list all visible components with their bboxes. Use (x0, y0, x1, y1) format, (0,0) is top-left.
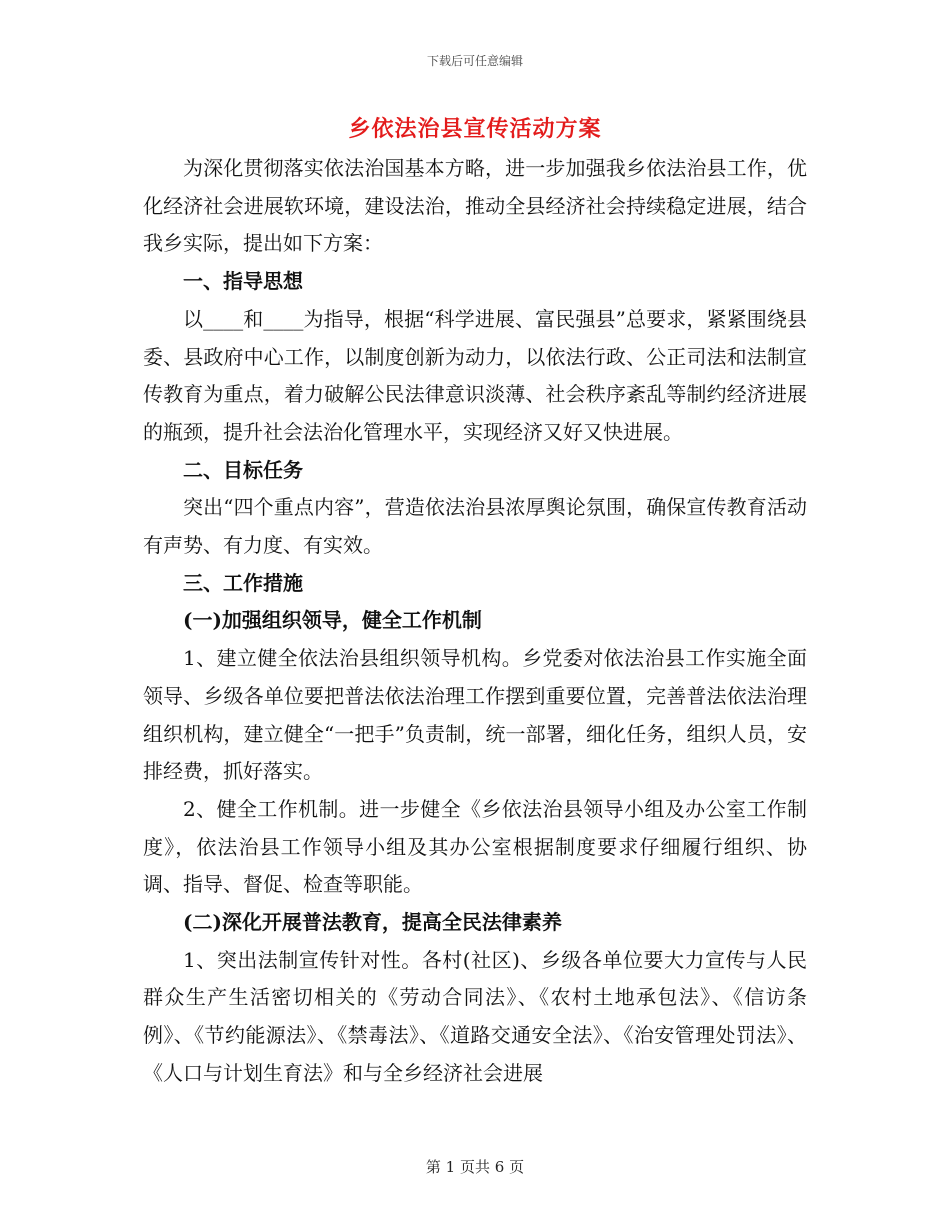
intro-paragraph: 为深化贯彻落实依法治国基本方略，进一步加强我乡依法治县工作，优化经济社会进展软环境，建设法治，推动全县经济社会持续稳定进展，结合我乡实际，提出如下方案： (143, 156, 807, 256)
subheading-organization: (一)加强组织领导，健全工作机制 (183, 608, 482, 633)
section-heading-targets: 二、目标任务 (183, 457, 303, 482)
subheading-legal-education: (二)深化开展普法教育，提高全民法律素养 (183, 910, 562, 935)
paragraph-organization-2: 2、健全工作机制。进一步健全《乡依法治县领导小组及办公室工作制度》，依法治县工作领导小组及其办公室根据制度要求仔细履行组织、协调、指导、督促、检查等职能。 (143, 796, 807, 897)
paragraph-legal-education-1: 1、突出法制宣传针对性。各村(社区)、乡级各单位要大力宣传与人民群众生产生活密切相关的《劳动合同法》、《农村土地承包法》、《信访条例》、《节约能源法》、《禁毒法》、《道路交通安全法》、《治安管理处罚法》、《人口与计划生育法》和与全乡经济社会进展 (143, 947, 807, 1085)
paragraph-organization-1: 1、建立健全依法治县组织领导机构。乡党委对依法治县工作实施全面领导、乡级各单位要把普法依法治理工作摆到重要位置，完善普法依法治理组织机构，建立健全“一把手”负责制，统一部署，细化任务，组织人员，安排经费，抓好落实。 (143, 646, 807, 784)
document-body (143, 150, 807, 1093)
paragraph-guiding-thought: 以____和____为指导，根据“科学进展、富民强县”总要求，紧紧围绕县委、县政府中心工作，以制度创新为动力，以依法行政、公正司法和法制宣传教育为重点，着力破解公民法律意识淡薄、社会秩序紊乱等制约经济进展的瓶颈，提升社会法治化管理水平，实现经济又好又快进展。 (143, 306, 807, 444)
section-heading-guiding-thought: 一、指导思想 (183, 269, 303, 294)
header-note: 下载后可任意编辑 (426, 54, 523, 68)
page-number: 第 1 页共 6 页 (425, 1158, 525, 1176)
paragraph-targets: 突出“四个重点内容”，营造依法治县浓厚舆论氛围，确保宣传教育活动有声势、有力度、有实效。 (143, 495, 807, 558)
section-heading-measures: 三、工作措施 (183, 570, 303, 595)
document-title: 乡依法治县宣传活动方案 (348, 116, 602, 142)
